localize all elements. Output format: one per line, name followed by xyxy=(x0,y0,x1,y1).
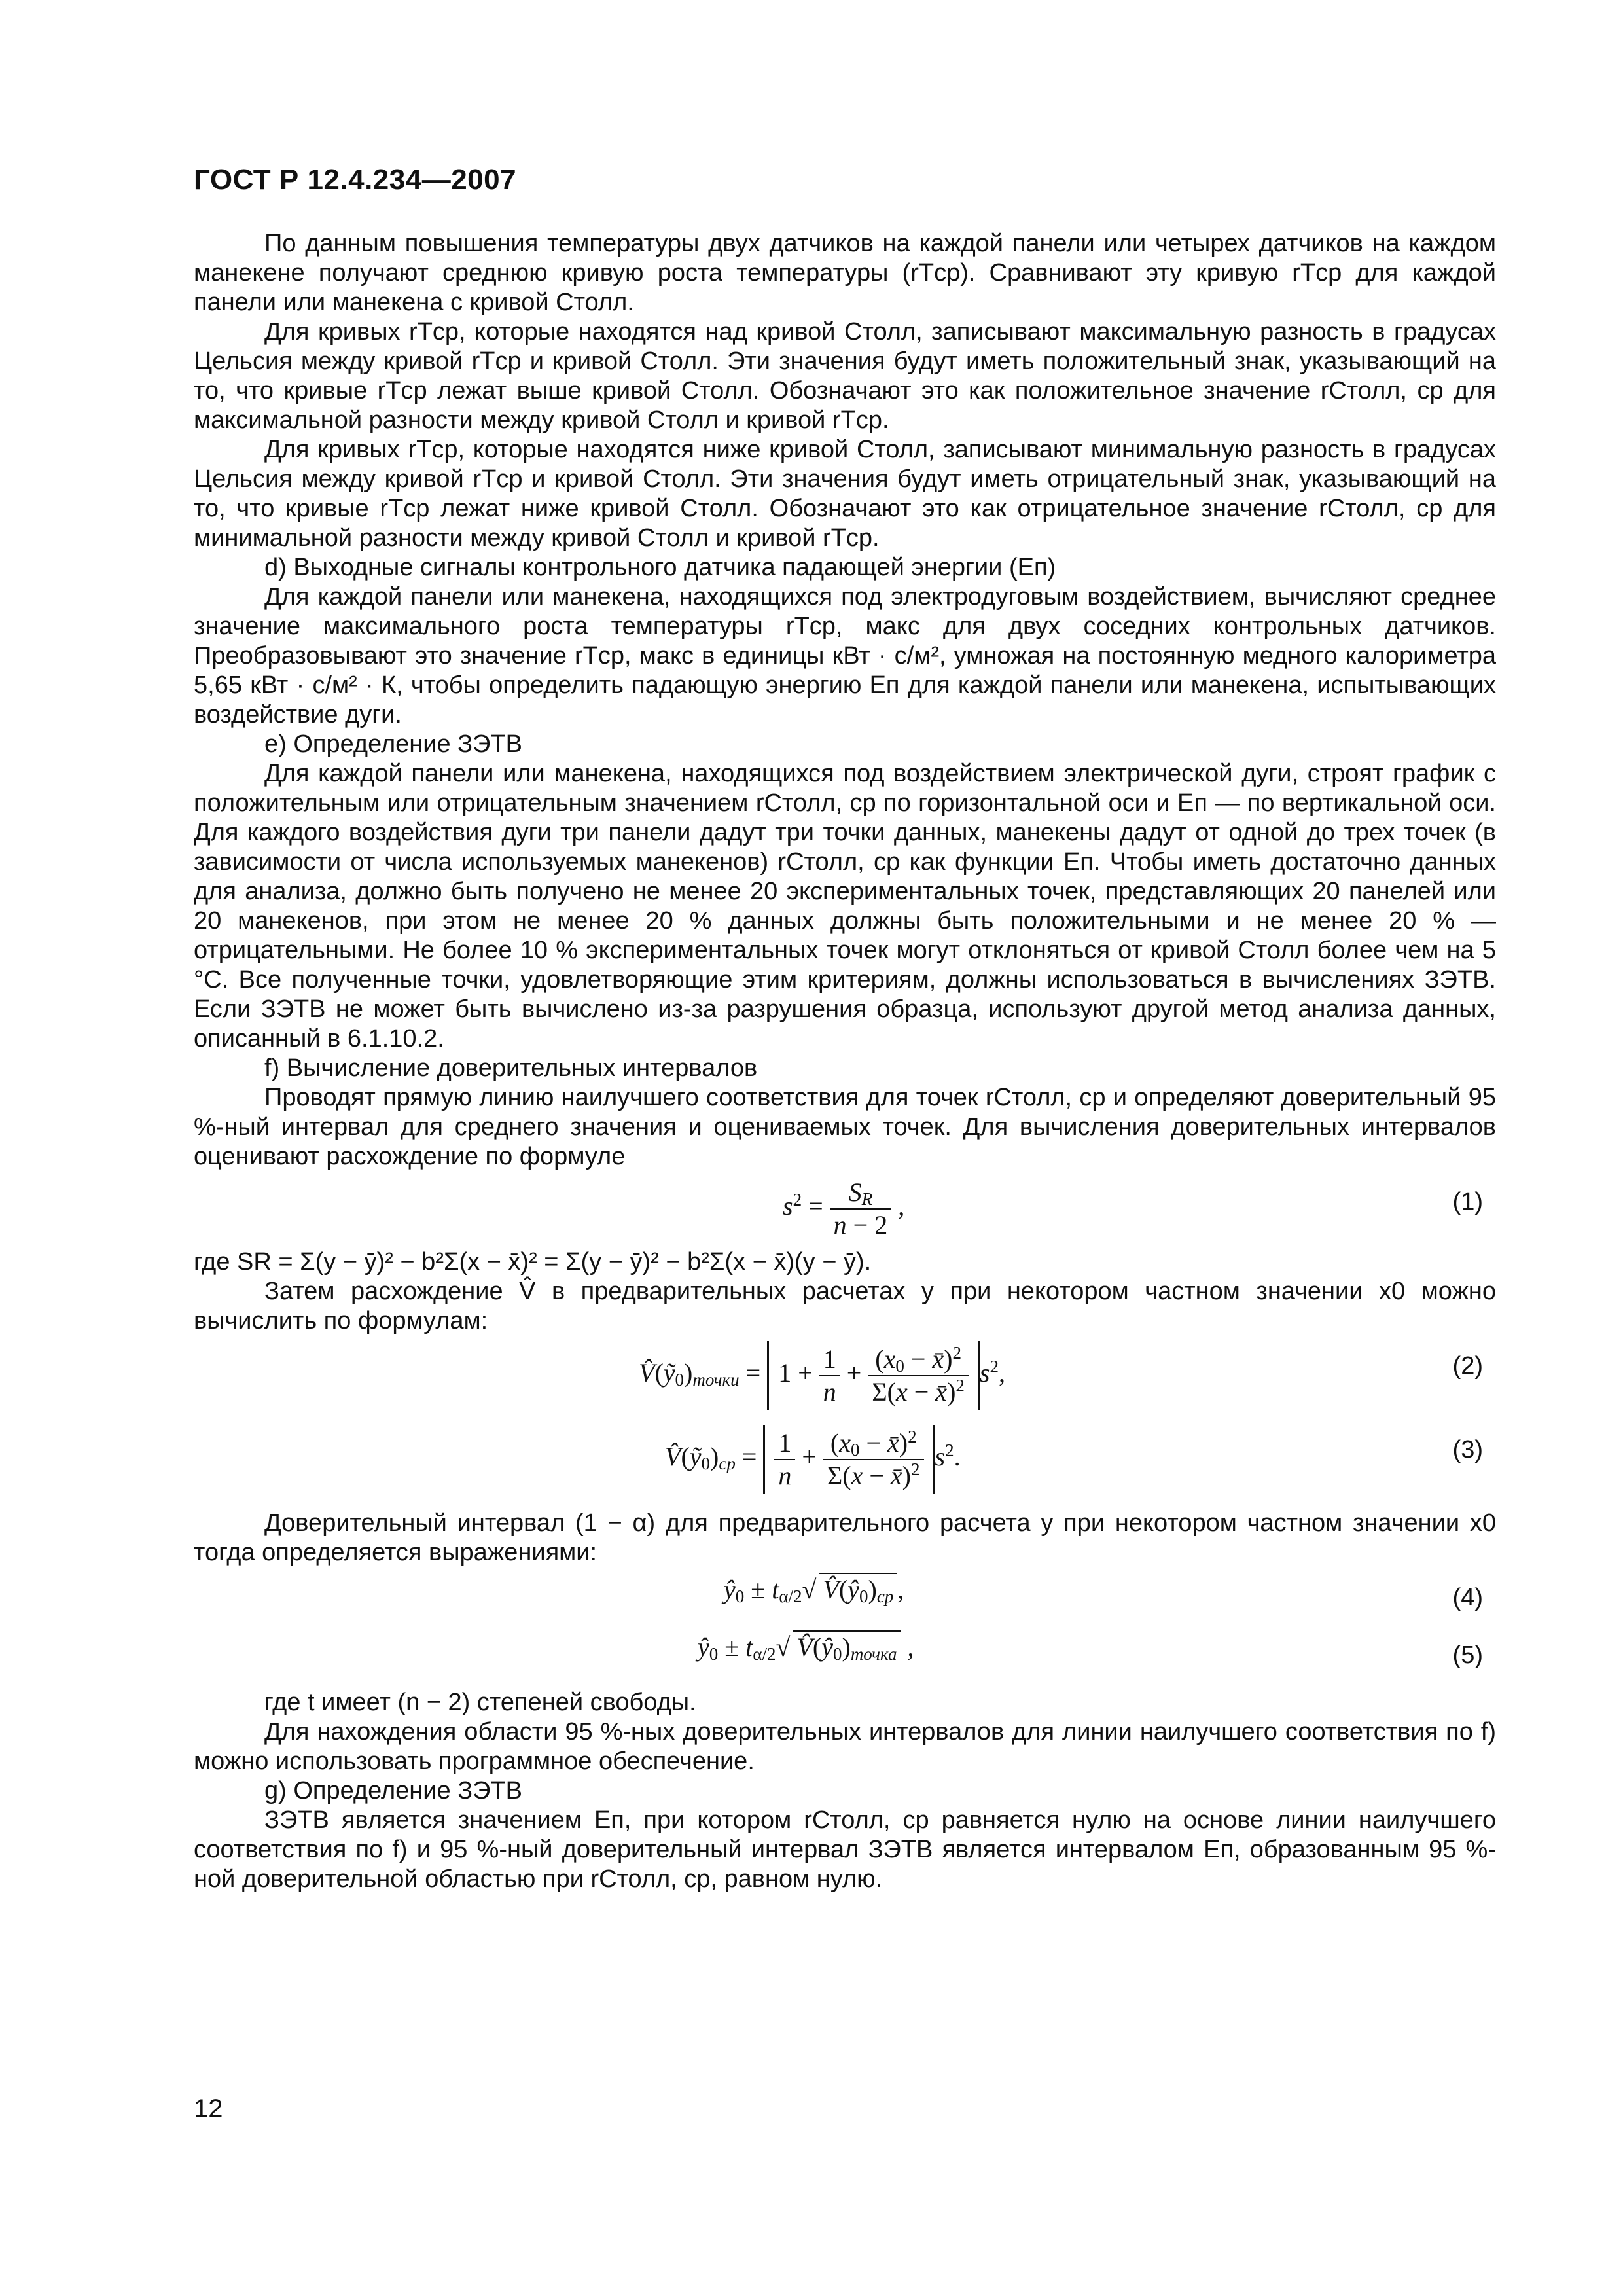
page-header-title: ГОСТ Р 12.4.234—2007 xyxy=(194,164,517,196)
paragraph-7: Затем расхождение V̂ в предварительных расчетах y при некотором частном значении x0 можно вычислить по формулам: xyxy=(194,1278,1496,1335)
equation-2 xyxy=(194,1341,1496,1420)
paragraph-2: Для кривых rTср, которые находятся над кривой Столл, записывают максимальную разность в градусах Цельсия между кривой rTср и кривой Столл. Эти значения будут иметь положительный знак, указывающий на то, что кривые rTср лежат выше кривой Столл. Обозначают это как положительное значение rСтолл, ср для максимальной разности между кривой Столл и кривой rTср. xyxy=(194,318,1496,434)
paragraph-4: Для каждой панели или манекена, находящихся под электродуговым воздействием, вычисляют среднее значение максимального роста температуры rTср, макс для двух соседних контрольных датчиков. Преобразовывают это значение rTср, макс в единицы кВт · с/м², умножая на постоянную медного калориметра 5,65 кВт · с/м² · К, чтобы определить падающую энергию Eп для каждой панели или манекена, испытывающих воздействие дуги. xyxy=(194,583,1496,728)
paragraph-10: Для нахождения области 95 %-ных доверительных интервалов для линии наилучшего соответствия по f) можно использовать программное обеспечение. xyxy=(194,1718,1496,1775)
section-f-heading: f) Вычисление доверительных интервалов xyxy=(264,1054,758,1082)
paragraph-where-sr: где SR = Σ(y − ȳ)² − b²Σ(x − x̄)² = Σ(y − ȳ)² − b²Σ(x − x̄)(y − ȳ). xyxy=(194,1248,872,1276)
formula-3: $V̂(ỹ_0)_{ср}$ = $\frac{1}{n}$ + $\frac{(x_0 - x̄)^2}{\Sigma(x - x̄)^2}$ $s^2$. xyxy=(665,1425,961,1494)
equation-3-number: (3) xyxy=(1452,1436,1483,1463)
paragraph-6: Проводят прямую линию наилучшего соответствия для точек rСтолл, ср и определяют доверительный 95 %-ный интервал для среднего значения и оцениваемых точек. Для вычисления доверительных интервалов оценивают расхождение по формуле xyxy=(194,1084,1496,1170)
formula-2: $V̂(ỹ_0)_{точки} = 1$ + $\frac{1}{n}$ + $\frac{(x_0 - x̄)^2}{\Sigma(x - x̄)^2}$ $s^2$, xyxy=(639,1341,1005,1410)
equation-3 xyxy=(194,1425,1496,1503)
paragraph-11: ЗЭТВ является значением Eп, при котором rСтолл, ср равняется нулю на основе линии наилучшего соответствия по f) и 95 %-ный доверительный интервал ЗЭТВ является интервалом Eп, образованным 95 %-ной доверительной областью при rСтолл, ср, равном нулю. xyxy=(194,1806,1496,1893)
paragraph-1: По данным повышения температуры двух датчиков на каждой панели или четырех датчиков на каждом манекене получают среднюю кривую роста температуры (rTср). Сравнивают эту кривую rTср для каждой панели или манекена с кривой Столл. xyxy=(194,230,1496,316)
section-e-heading: e) Определение ЗЭТВ xyxy=(264,730,522,758)
section-g-heading: g) Определение ЗЭТВ xyxy=(264,1777,522,1804)
equation-4-number: (4) xyxy=(1452,1584,1483,1611)
page-number: 12 xyxy=(194,2094,223,2123)
formula-1: $s^2$ = $\frac{S_R}{n - 2}$ , xyxy=(783,1177,905,1240)
paragraph-9: где t имеет (n − 2) степеней свободы. xyxy=(264,1689,696,1716)
paragraph-3: Для кривых rTср, которые находятся ниже кривой Столл, записывают минимальную разность в градусах Цельсия между кривой rTср и кривой Столл. Эти значения будут иметь отрицательный знак, указывающий на то, что кривые rTср лежат ниже кривой Столл. Обозначают это как отрицательное значение rСтолл, ср для минимальной разности между кривой Столл и кривой rTср. xyxy=(194,436,1496,552)
equation-4 xyxy=(194,1573,1496,1625)
paragraph-5: Для каждой панели или манекена, находящихся под воздействием электрической дуги, строят график с положительным или отрицательным значением rСтолл, ср по горизонтальной оси и Eп — по вертикальной оси. Для каждого воздействия дуги три панели дадут три точки данных, манекены дадут от одной до трех точек (в зависимости от числа используемых манекенов) rСтолл, ср как функции Eп. Чтобы иметь достаточно данных для анализа, должно быть получено не менее 20 экспериментальных точек, представляющих 20 панелей или 20 манекенов, при этом не менее 20 % данных должны быть положительными и не менее 20 % — отрицательными. Не более 10 % экспериментальных точек могут отклоняться от кривой Столл более чем на 5 °С. Все полученные точки, удовлетворяющие этим критериям, должны использоваться в вычислениях ЗЭТВ. Если ЗЭТВ не может быть вычислено из-за разрушения образца, используют другой метод анализа данных, описанный в 6.1.10.2. xyxy=(194,760,1496,1052)
equation-5 xyxy=(194,1630,1496,1683)
paragraph-8: Доверительный интервал (1 − α) для предварительного расчета y при некотором частном значении x0 тогда определяется выражениями: xyxy=(194,1509,1496,1566)
equation-1 xyxy=(194,1177,1496,1242)
equation-5-number: (5) xyxy=(1452,1641,1483,1669)
document-body xyxy=(194,229,1496,1894)
formula-5: $ŷ_0 \pm t_{\alpha/2}√$ $V̂(ŷ_0)_{точка}$ , xyxy=(698,1630,914,1663)
equation-2-number: (2) xyxy=(1452,1352,1483,1380)
equation-1-number: (1) xyxy=(1452,1188,1483,1215)
section-d-heading: d) Выходные сигналы контрольного датчика падающей энергии (Eп) xyxy=(264,554,1056,581)
formula-4: $ŷ_0 \pm t_{\alpha/2}√$ $V̂(ŷ_0)_{ср}$ , xyxy=(724,1573,904,1605)
